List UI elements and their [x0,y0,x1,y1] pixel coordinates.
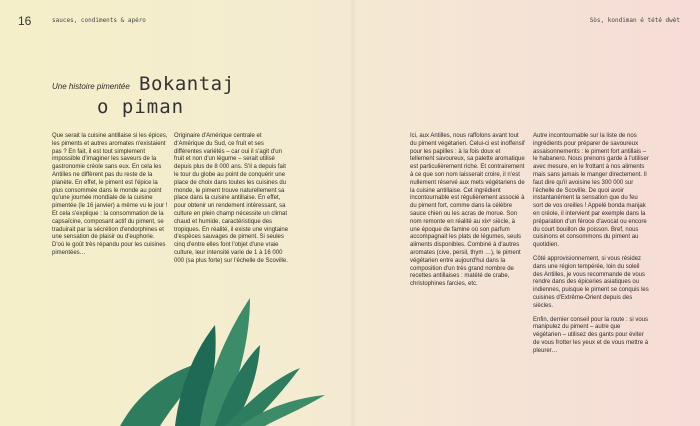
text-column-2 [174,133,290,272]
paragraph: Autre incontournable sur la liste de nos ingrédients pour préparer de savoureux assaisonnements : le piment fort antillais – le habanero. Nous prenons garde à l'utiliser avec mesure, en le frottant à nos aliments mais sans jamais le manger directement. Il faut dire qu'il avoisine les 300 000 sur l'échelle de Scoville. De quoi avoir instantanément la sensation que du feu sort de vos oreilles ! Appelé bonda manjak en créole, il intervient par exemple dans la préparation d'un féroce d'avocat ou encore du court bouillon de poisson. Bref, nous cuisinons et consommons du piment au quotidien. [533,133,649,249]
running-head-left: sauces, condiments & apéro [52,17,146,24]
paragraph: Ici, aux Antilles, nous raffolons avant tout du piment végétarien. Celui-ci est inoffensif pour les papilles : à la fois doux et tellement savoureux, sa palette aromatique est particulièrement riche. Et contrairement à ce que son nom laisserait croire, il n'est nullement réservé aux mets végétariens de la cuisine antillaise. Cet ingrédient incontournable est régulièrement associé à du piment fort, comme dans la célèbre sauce chien ou les acras de morue. Son nom remonte en réalité au xixᵉ siècle, à une époque de famine où son parfum accompagnait les plats de légumes, seuls aliments disponibles. Combiné à d'autres aromates (cive, persil, thym …), le piment végétarien entre aujourd'hui dans la composition d'un très grand nombre de recettes antillaises : matété de crabe, christophines farcies, etc. [410,133,525,288]
text-column-4 [533,133,649,362]
plant-leaves-illustration [100,290,330,426]
text-column-1 [52,133,168,264]
paragraph: Côté approvisionnement, si vous résidez dans une région tempérée, loin du soleil des Antilles, je vous recommande de vous rendre dans des épiceries asiatiques ou indiennes, puisque le piment se conquis les cuisines d'Extrême-Orient depuis des siècles. [533,255,649,309]
paragraph: Originaire d'Amérique centrale et d'Amérique du Sud, ce fruit et ses différentes variétés – car oui il s'agit d'un fruit et non d'un légume – serait utilisé depuis plus de 8 000 ans. S'il a depuis fait le tour du globe au point de conquérir une place de choix dans toutes les cuisines du monde, le piment trouve naturellement sa place dans la cuisine antillaise. En effet, pour obtenir un rendement intéressant, sa culture en plein champ nécessite un climat chaud et humide, caractéristique des tropiques. En réalité, il existe une vingtaine d'espèces sauvages de piment. Si seules cinq d'entre elles font l'objet d'une vraie culture, leur intensité varie de 1 à 16 000 000 (sa plus forte) sur l'échelle de Scoville. [174,133,289,264]
paragraph: Que serait la cuisine antillaise si les épices, les piments et autres aromates n'existaient pas ? En fait, il est tout simplement impossible d'imaginer les saveurs de la gastronomie créole sans eux. En cela les Antilles ne diffèrent pas du reste de la planète. En effet, le piment est l'épice la plus consommée dans le monde au point qu'une journée mondiale de la cuisine pimentée (le 16 janvier) a même vu le jour ! Et cela s'explique : la consommation de la capsaïcine, composant actif du piment, se traduirait par la sécrétion d'endorphines et une sensation de plaisir ou d'euphorie. D'où le goût très répandu pour les cuisines pimentées… [52,133,168,256]
running-head-right: Sòs, kondiman é tété dwèt [589,17,680,24]
article-title-line-2: o piman [97,96,185,118]
article-title-line-1: Bokantaj [139,73,235,95]
spread-gutter [349,0,357,426]
paragraph: Enfin, dernier conseil pour la route : si vous manipulez du piment – autre que végétarien – utilisez des gants pour éviter de vous frotter les yeux et de vous mettre à pleurer… [533,316,649,354]
article-subtitle: Une histoire pimentée [52,82,130,91]
text-column-3 [410,133,526,295]
page-number: 16 [18,14,32,28]
